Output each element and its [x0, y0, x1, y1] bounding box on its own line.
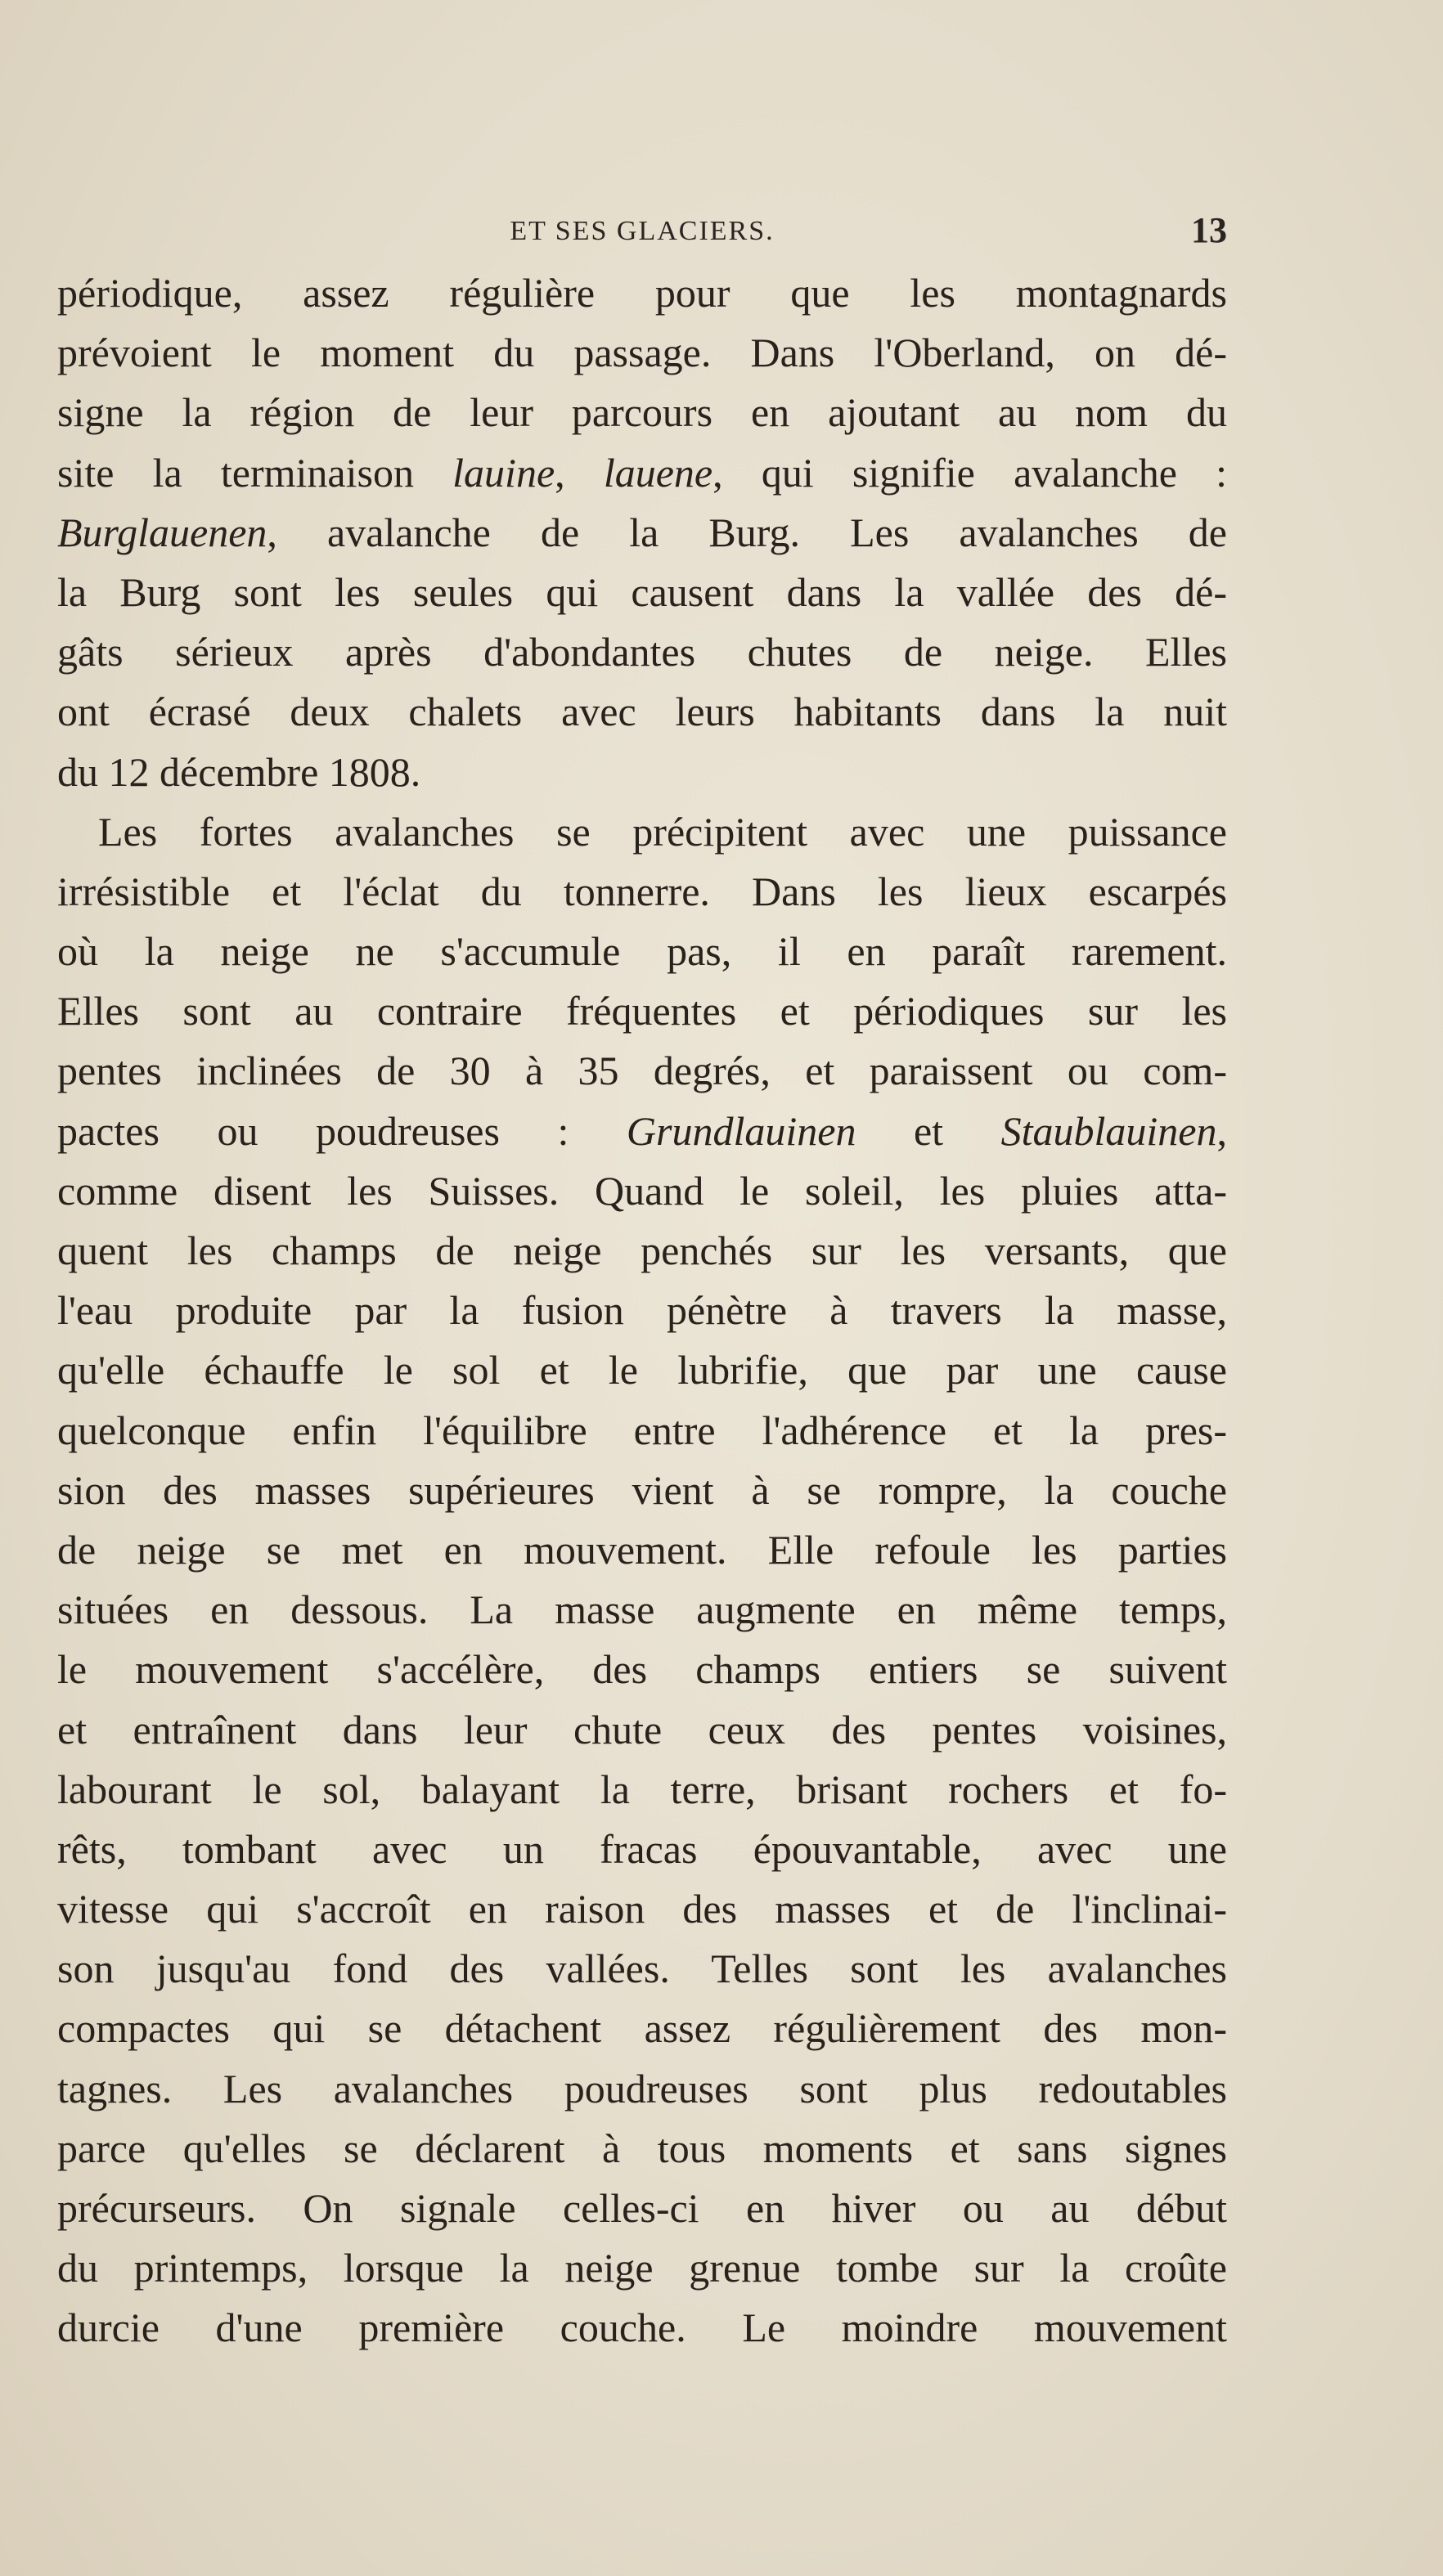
text-run: et entraînent dans leur chute ceux des pentes voisines,	[57, 1706, 1227, 1752]
text-run: pentes inclinées de 30 à 35 degrés, et paraissent ou com-	[57, 1048, 1227, 1094]
text-line	[57, 1401, 1227, 1461]
text-run: durcie d'une première couche. Le moindre mouvement	[57, 2304, 1227, 2351]
text-line	[57, 383, 1227, 442]
text-run: et	[856, 1107, 1001, 1154]
text-run: compactes qui se détachent assez régulièrement des mon-	[57, 2005, 1227, 2052]
text-line	[57, 563, 1227, 622]
text-line	[57, 922, 1227, 981]
text-run: vitesse qui s'accroît en raison des masses et de l'inclinai-	[57, 1886, 1227, 1932]
text-line	[57, 1640, 1227, 1699]
text-line	[57, 1700, 1227, 1760]
text-line	[57, 743, 1227, 802]
text-run: ont écrasé deux chalets avec leurs habitants dans la nuit	[57, 689, 1227, 735]
text-run: où la neige ne s'accumule pas, il en paraît rarement.	[57, 928, 1227, 975]
text-run: quelconque enfin l'équilibre entre l'adhérence et la pres-	[57, 1407, 1227, 1453]
text-line	[57, 443, 1227, 503]
text-run: précurseurs. On signale celles-ci en hiver ou au début	[57, 2185, 1227, 2231]
text-line	[57, 1281, 1227, 1340]
text-line	[57, 802, 1227, 862]
text-run: tagnes. Les avalanches poudreuses sont plus redoutables	[57, 2065, 1227, 2112]
text-run: , qui signifie avalanche :	[713, 449, 1228, 496]
text-line	[57, 622, 1227, 682]
text-run: périodique, assez régulière pour que les montagnards	[57, 270, 1227, 316]
text-line	[57, 1461, 1227, 1520]
text-line	[57, 1340, 1227, 1400]
text-line	[57, 1221, 1227, 1281]
text-line	[57, 1580, 1227, 1640]
text-line	[57, 1820, 1227, 1879]
text-run: sion des masses supérieures vient à se rompre, la couche	[57, 1466, 1227, 1513]
text-run: quent les champs de neige penchés sur les versants, que	[57, 1227, 1227, 1273]
text-line	[57, 2298, 1227, 2358]
body-text	[57, 263, 1227, 2358]
text-line	[57, 1520, 1227, 1580]
text-line	[57, 1041, 1227, 1101]
text-run: labourant le sol, balayant la terre, brisant rochers et fo-	[57, 1766, 1227, 1812]
text-line	[57, 981, 1227, 1041]
running-title: ET SES GLACIERS.	[510, 216, 775, 246]
text-line	[57, 1760, 1227, 1820]
text-run: du printemps, lorsque la neige grenue tombe sur la croûte	[57, 2245, 1227, 2291]
text-line	[57, 503, 1227, 563]
text-run: qu'elle échauffe le sol et le lubrifie, que par une cause	[57, 1347, 1227, 1393]
italic-term: Staublauinen	[1000, 1107, 1217, 1154]
text-run: ,	[555, 449, 604, 496]
page-number: 13	[1191, 210, 1227, 250]
text-line	[57, 1161, 1227, 1221]
italic-term: lauine	[452, 449, 555, 496]
text-line	[57, 682, 1227, 742]
text-run: signe la région de leur parcours en ajoutant au nom du	[57, 389, 1227, 436]
italic-term: Grundlauinen	[626, 1107, 856, 1154]
text-run: son jusqu'au fond des vallées. Telles sont les avalanches	[57, 1945, 1227, 1992]
text-line	[57, 1999, 1227, 2058]
text-line	[57, 2238, 1227, 2298]
text-run: rêts, tombant avec un fracas épouvantable, avec une	[57, 1825, 1227, 1872]
text-run: prévoient le moment du passage. Dans l'Oberland, on dé-	[57, 330, 1227, 376]
text-line	[57, 1939, 1227, 1999]
text-run: site la terminaison	[57, 449, 453, 496]
italic-term: Burglauenen	[57, 509, 267, 555]
text-run: pactes ou poudreuses :	[57, 1107, 627, 1154]
text-line	[57, 2179, 1227, 2238]
text-line	[57, 1879, 1227, 1939]
text-run: parce qu'elles se déclarent à tous moments et sans signes	[57, 2125, 1227, 2171]
text-run: irrésistible et l'éclat du tonnerre. Dans les lieux escarpés	[57, 868, 1227, 914]
italic-term: lauene	[603, 449, 713, 496]
text-run: de neige se met en mouvement. Elle refoule les parties	[57, 1526, 1227, 1573]
text-run: du 12 décembre 1808.	[57, 748, 421, 795]
text-line	[57, 323, 1227, 383]
text-run: Elles sont au contraire fréquentes et périodiques sur les	[57, 988, 1227, 1034]
text-line	[57, 1102, 1227, 1161]
text-run: gâts sérieux après d'abondantes chutes de neige. Elles	[57, 629, 1227, 675]
text-run: comme disent les Suisses. Quand le soleil, les pluies atta-	[57, 1167, 1227, 1214]
text-line	[57, 862, 1227, 922]
text-line	[57, 263, 1227, 323]
text-run: la Burg sont les seules qui causent dans la vallée des dé-	[57, 568, 1227, 615]
text-run: , avalanche de la Burg. Les avalanches de	[267, 509, 1227, 555]
text-run: l'eau produite par la fusion pénètre à travers la masse,	[57, 1287, 1227, 1334]
text-run: ,	[1216, 1107, 1227, 1154]
text-line	[57, 2119, 1227, 2179]
text-line	[57, 2059, 1227, 2119]
text-run: le mouvement s'accélère, des champs entiers se suivent	[57, 1646, 1227, 1693]
text-run: situées en dessous. La masse augmente en même temps,	[57, 1586, 1227, 1633]
text-run: Les fortes avalanches se précipitent avec une puissance	[98, 808, 1227, 855]
running-head	[57, 204, 1227, 254]
